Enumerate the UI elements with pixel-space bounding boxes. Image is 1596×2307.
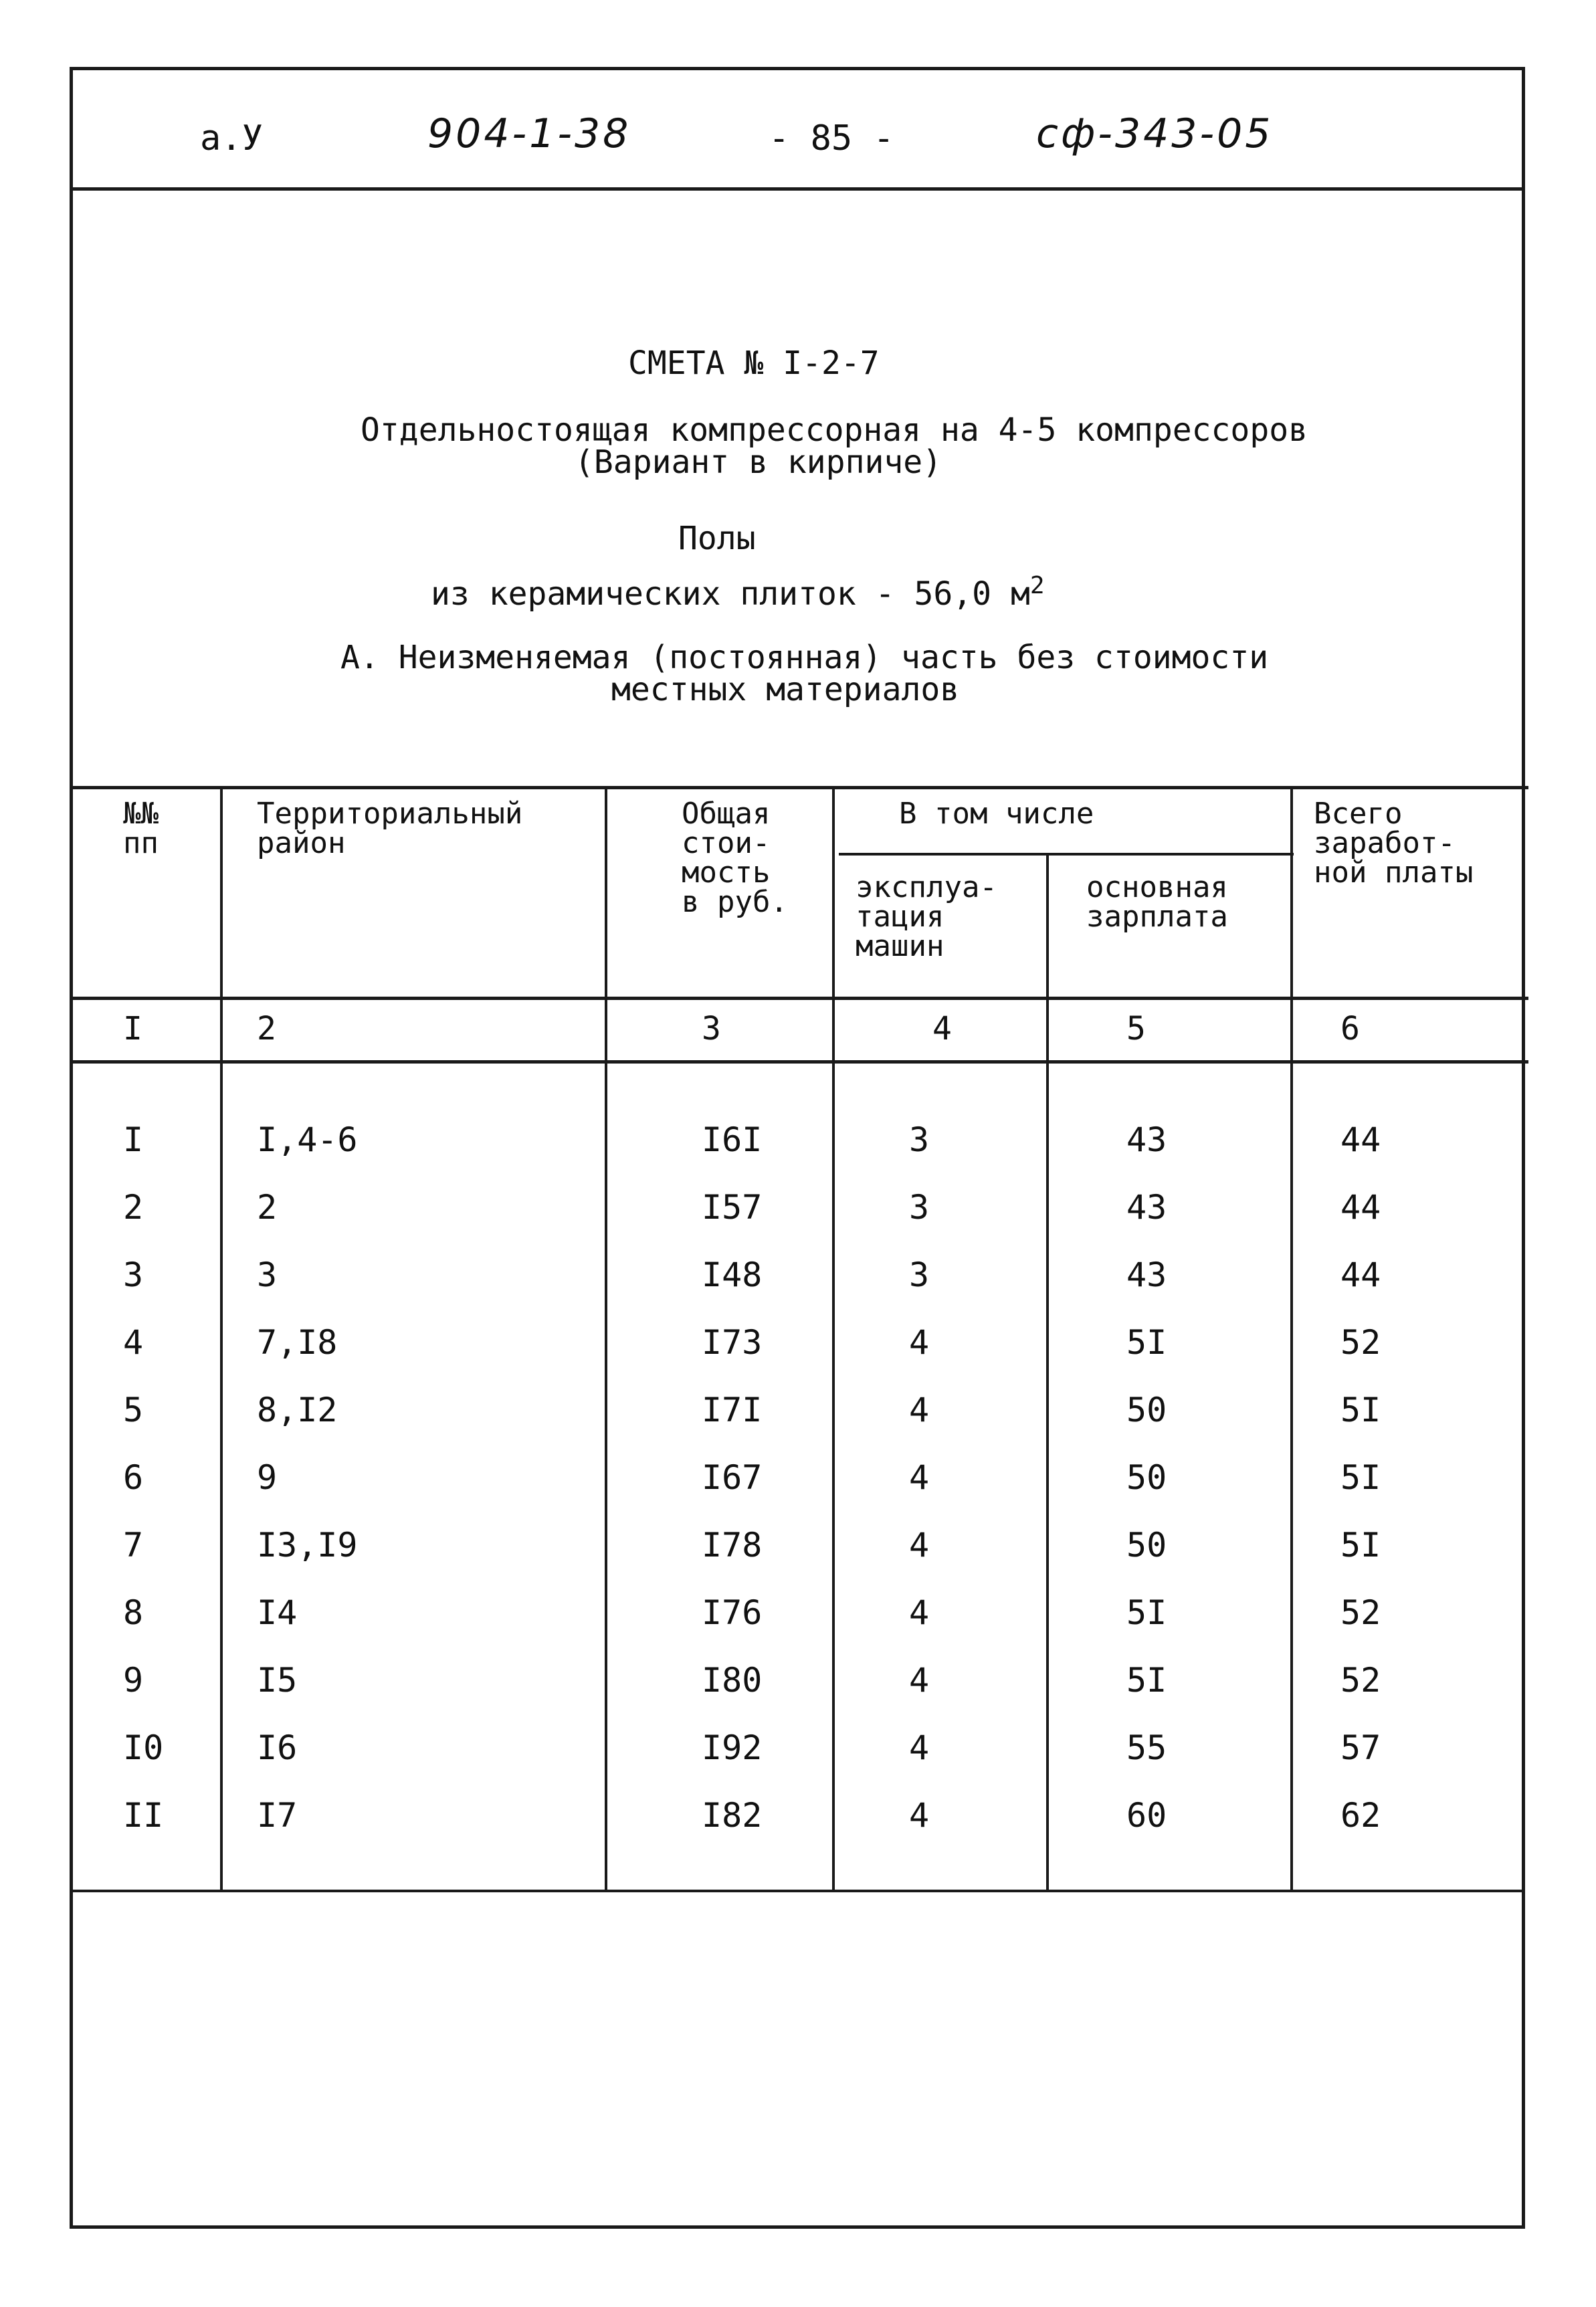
base-wage-cell: 60 bbox=[1126, 1796, 1167, 1835]
base-wage-cell: 5I bbox=[1126, 1593, 1167, 1632]
base-wage-cell: 50 bbox=[1126, 1458, 1167, 1497]
header-total-wage: Всего заработ- ной платы bbox=[1314, 797, 1474, 890]
row-number-cell: 6 bbox=[123, 1458, 144, 1497]
row-number-cell: 3 bbox=[123, 1256, 144, 1294]
total-cost-cell: I76 bbox=[702, 1593, 763, 1632]
table-bottom-rule bbox=[73, 1890, 1522, 1892]
machine-cost-cell: 3 bbox=[909, 1188, 930, 1227]
row-number-cell: I0 bbox=[123, 1728, 164, 1767]
total-wage-cell: 44 bbox=[1340, 1120, 1381, 1159]
table-top-rule bbox=[70, 786, 1528, 789]
machine-cost-cell: 4 bbox=[909, 1796, 930, 1835]
total-wage-cell: 5I bbox=[1340, 1458, 1381, 1497]
project-number: 904-1-38 bbox=[427, 110, 631, 157]
col-number-3: 3 bbox=[702, 1010, 721, 1047]
total-wage-cell: 52 bbox=[1340, 1593, 1381, 1632]
document-frame bbox=[70, 67, 1525, 2229]
header-bottom-rule bbox=[70, 997, 1528, 1000]
header-strip bbox=[73, 70, 1522, 191]
col-number-6: 6 bbox=[1340, 1010, 1360, 1047]
section-title: Полы bbox=[678, 520, 756, 557]
total-wage-cell: 62 bbox=[1340, 1796, 1381, 1835]
total-wage-cell: 5I bbox=[1340, 1391, 1381, 1429]
base-wage-cell: 43 bbox=[1126, 1120, 1167, 1159]
machine-cost-cell: 4 bbox=[909, 1323, 930, 1362]
group-header-rule bbox=[839, 853, 1294, 856]
total-wage-cell: 52 bbox=[1340, 1661, 1381, 1700]
section-superscript: 2 bbox=[1029, 572, 1045, 599]
total-wage-cell: 44 bbox=[1340, 1256, 1381, 1294]
region-cell: I5 bbox=[257, 1661, 298, 1700]
col-number-rule bbox=[70, 1060, 1528, 1064]
object-line-1: Отдельностоящая компрессорная на 4-5 компрессоров bbox=[361, 411, 1308, 449]
row-number-cell: 2 bbox=[123, 1188, 144, 1227]
region-cell: 9 bbox=[257, 1458, 278, 1497]
row-number-cell: II bbox=[123, 1796, 164, 1835]
col-number-4: 4 bbox=[932, 1010, 952, 1047]
total-cost-cell: I78 bbox=[702, 1526, 763, 1565]
region-cell: 7,I8 bbox=[257, 1323, 338, 1362]
machine-cost-cell: 4 bbox=[909, 1593, 930, 1632]
total-cost-cell: I73 bbox=[702, 1323, 763, 1362]
total-wage-cell: 52 bbox=[1340, 1323, 1381, 1362]
base-wage-cell: 50 bbox=[1126, 1526, 1167, 1565]
total-wage-cell: 44 bbox=[1340, 1188, 1381, 1227]
row-number-cell: I bbox=[123, 1120, 144, 1159]
region-cell: I,4-6 bbox=[257, 1120, 358, 1159]
total-cost-cell: I6I bbox=[702, 1120, 763, 1159]
region-cell: 8,I2 bbox=[257, 1391, 338, 1429]
object-line-2: (Вариант в кирпиче) bbox=[575, 443, 942, 481]
machine-cost-cell: 4 bbox=[909, 1526, 930, 1565]
base-wage-cell: 55 bbox=[1126, 1728, 1167, 1767]
sheet-code: сф-343-05 bbox=[1036, 110, 1274, 157]
machine-cost-cell: 4 bbox=[909, 1728, 930, 1767]
col-number-1: I bbox=[123, 1010, 142, 1047]
base-wage-cell: 5I bbox=[1126, 1323, 1167, 1362]
page-number: - 85 - bbox=[769, 118, 894, 159]
region-cell: I4 bbox=[257, 1593, 298, 1632]
total-cost-cell: I82 bbox=[702, 1796, 763, 1835]
total-cost-cell: I67 bbox=[702, 1458, 763, 1497]
row-number-cell: 4 bbox=[123, 1323, 144, 1362]
title-block bbox=[73, 191, 1522, 773]
total-wage-cell: 57 bbox=[1340, 1728, 1381, 1767]
col-number-5: 5 bbox=[1126, 1010, 1146, 1047]
total-cost-cell: I7I bbox=[702, 1391, 763, 1429]
part-line-2: местных материалов bbox=[611, 671, 960, 708]
region-cell: 2 bbox=[257, 1188, 278, 1227]
base-wage-cell: 43 bbox=[1126, 1256, 1167, 1294]
col-divider-4 bbox=[1046, 853, 1049, 1890]
base-wage-cell: 43 bbox=[1126, 1188, 1167, 1227]
header-group-including: В том числе bbox=[899, 797, 1094, 831]
region-cell: 3 bbox=[257, 1256, 278, 1294]
machine-cost-cell: 3 bbox=[909, 1256, 930, 1294]
total-cost-cell: I92 bbox=[702, 1728, 763, 1767]
base-wage-cell: 50 bbox=[1126, 1391, 1167, 1429]
row-number-cell: 9 bbox=[123, 1661, 144, 1700]
col-divider-3 bbox=[832, 786, 835, 1890]
region-cell: I6 bbox=[257, 1728, 298, 1767]
machine-cost-cell: 4 bbox=[909, 1661, 930, 1700]
estimate-table bbox=[70, 786, 1528, 1936]
machine-cost-cell: 4 bbox=[909, 1391, 930, 1429]
header-base-wage: основная зарплата bbox=[1086, 870, 1228, 934]
col-divider-5 bbox=[1290, 786, 1293, 1890]
total-cost-cell: I48 bbox=[702, 1256, 763, 1294]
header-row-number: №№ пп bbox=[123, 797, 159, 860]
total-cost-cell: I57 bbox=[702, 1188, 763, 1227]
total-wage-cell: 5I bbox=[1340, 1526, 1381, 1565]
left-code: а.У bbox=[200, 118, 263, 159]
header-machine-operation: эксплуа- тация машин bbox=[856, 870, 997, 963]
estimate-heading: СМЕТА № I-2-7 bbox=[628, 344, 880, 382]
part-line-1: А. Неизменяемая (постоянная) часть без стоимости bbox=[340, 639, 1269, 676]
col-divider-1 bbox=[220, 786, 223, 1890]
header-region: Территориальный район bbox=[257, 797, 523, 860]
region-cell: I3,I9 bbox=[257, 1526, 358, 1565]
col-divider-2 bbox=[605, 786, 607, 1890]
machine-cost-cell: 3 bbox=[909, 1120, 930, 1159]
section-subtitle: из керамических плиток - 56,0 $м^2$ bbox=[431, 572, 1045, 613]
total-cost-cell: I80 bbox=[702, 1661, 763, 1700]
row-number-cell: 8 bbox=[123, 1593, 144, 1632]
base-wage-cell: 5I bbox=[1126, 1661, 1167, 1700]
region-cell: I7 bbox=[257, 1796, 298, 1835]
row-number-cell: 7 bbox=[123, 1526, 144, 1565]
row-number-cell: 5 bbox=[123, 1391, 144, 1429]
col-number-2: 2 bbox=[257, 1010, 276, 1047]
header-total-cost: Общая стои- мость в руб. bbox=[682, 797, 788, 919]
machine-cost-cell: 4 bbox=[909, 1458, 930, 1497]
